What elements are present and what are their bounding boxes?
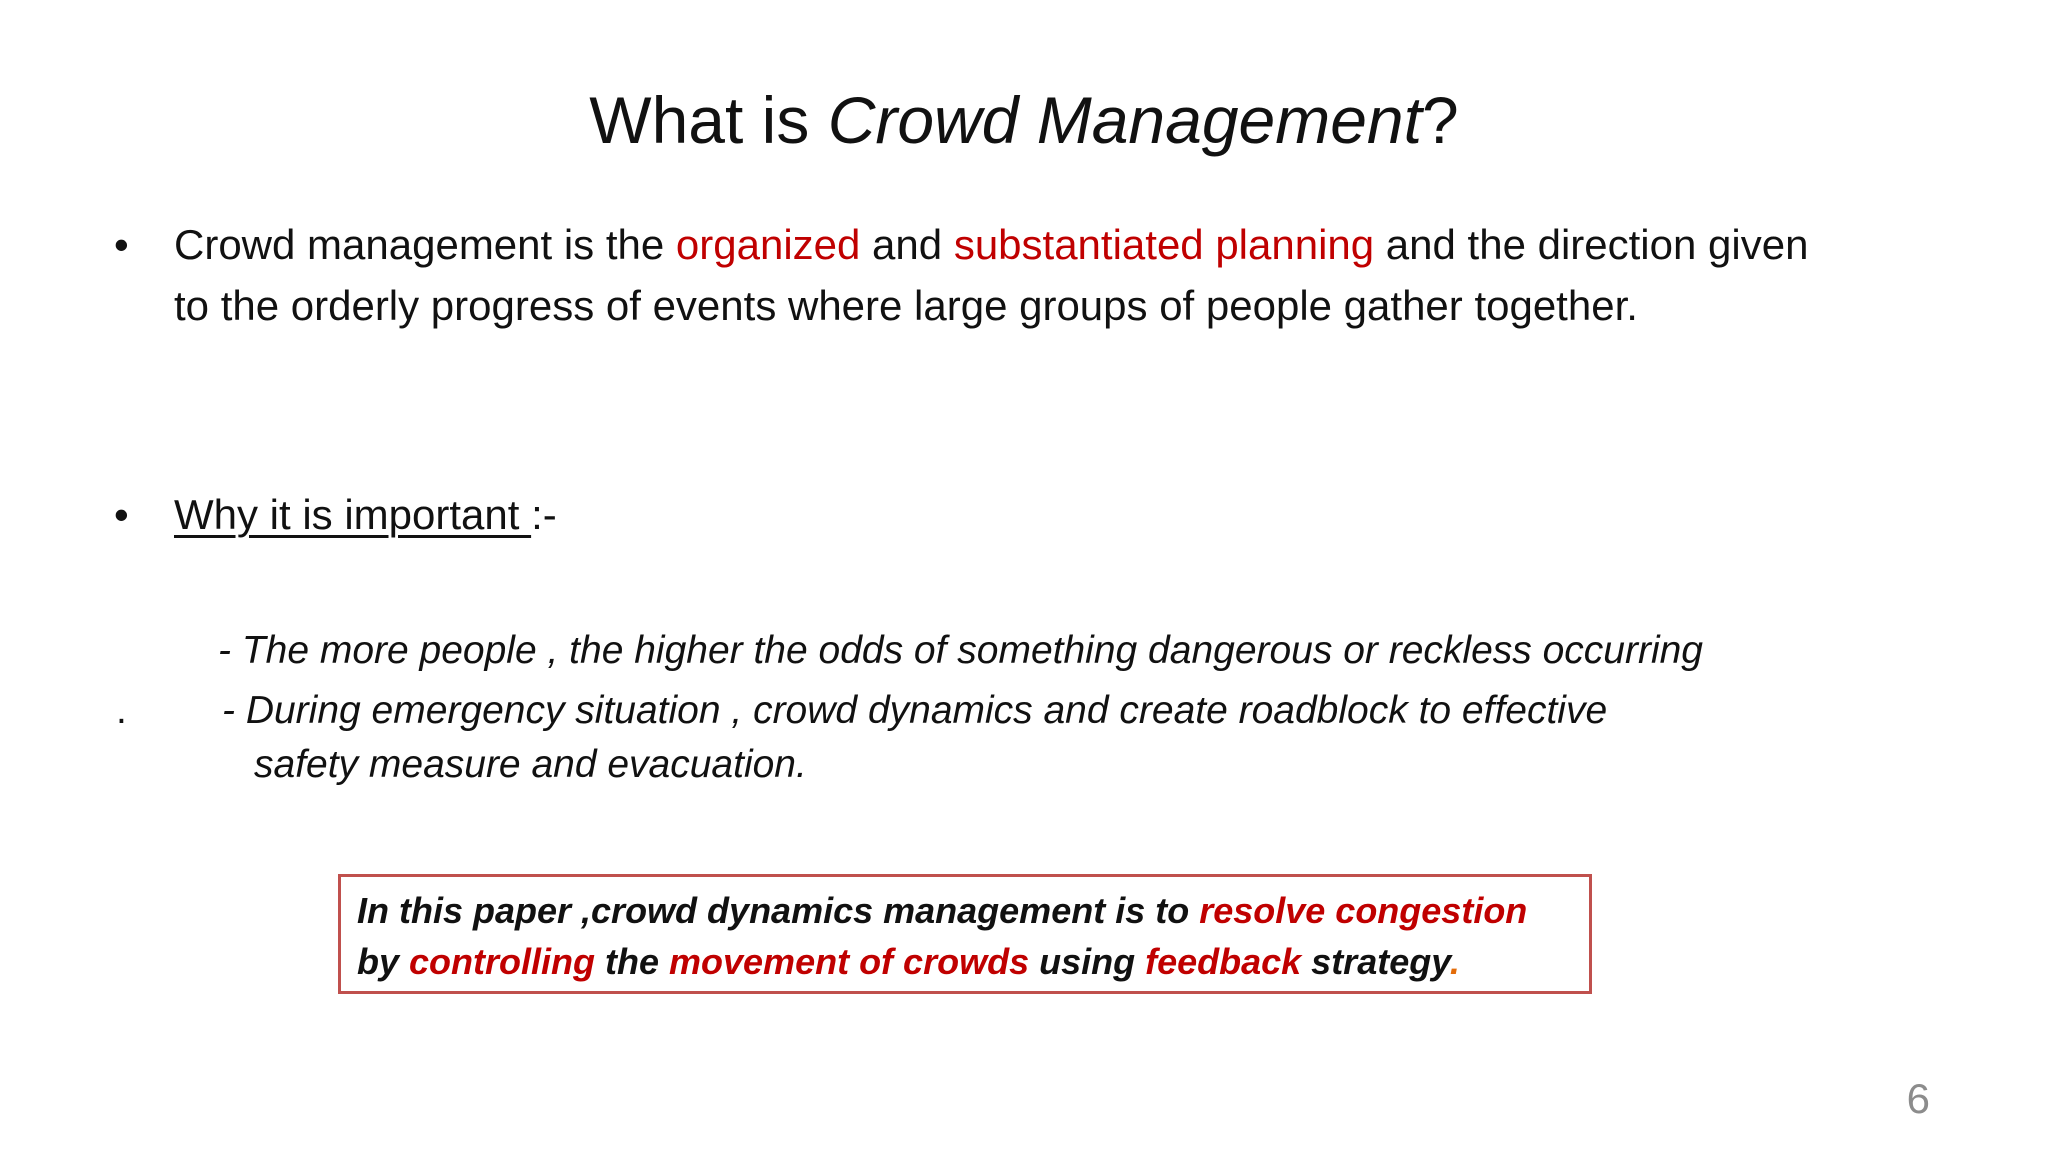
importance-heading: Why it is important xyxy=(174,491,532,538)
sub-point-2-continued: safety measure and evacuation. xyxy=(254,743,807,786)
bullet-definition xyxy=(114,214,1824,336)
definition-text-2: and xyxy=(860,221,954,268)
definition-text-3: and the direction given to the orderly progress of events where large groups of people gather together. xyxy=(174,221,1809,329)
callout-text-4: using xyxy=(1029,941,1146,982)
sub-point-2: - During emergency situation , crowd dynamics and create roadblock to effective xyxy=(222,689,1608,732)
callout-text-1: In this paper ,crowd dynamics management is to xyxy=(357,890,1200,931)
bullet-marker: • xyxy=(114,491,129,538)
definition-highlight-organized: organized xyxy=(675,221,861,268)
bullet-importance xyxy=(114,484,1174,545)
title-suffix: ? xyxy=(1421,83,1459,157)
callout-text-2: by xyxy=(357,941,410,982)
bullet-marker: • xyxy=(114,221,129,268)
stray-dot: . xyxy=(116,689,127,732)
callout-highlight-feedback: feedback xyxy=(1145,941,1302,982)
callout-highlight-movement: movement of crowds xyxy=(669,941,1030,982)
definition-text-1: Crowd management is the xyxy=(174,221,676,268)
callout-highlight-controlling: controlling xyxy=(409,941,595,982)
page-number: 6 xyxy=(1906,1075,1930,1122)
callout-period: . xyxy=(1449,941,1460,982)
title-prefix: What is xyxy=(589,83,828,157)
slide-title xyxy=(0,80,2048,160)
callout-box xyxy=(338,874,1592,994)
callout-text-3: the xyxy=(595,941,670,982)
callout-text-5: strategy xyxy=(1301,941,1450,982)
sub-point-1: - The more people , the higher the odds of something dangerous or reckless occurring xyxy=(218,629,1703,672)
importance-heading-suffix: :- xyxy=(531,491,557,538)
title-emphasis: Crowd Management xyxy=(827,83,1422,157)
callout-highlight-resolve: resolve congestion xyxy=(1199,890,1528,931)
definition-highlight-planning: substantiated planning xyxy=(953,221,1375,268)
